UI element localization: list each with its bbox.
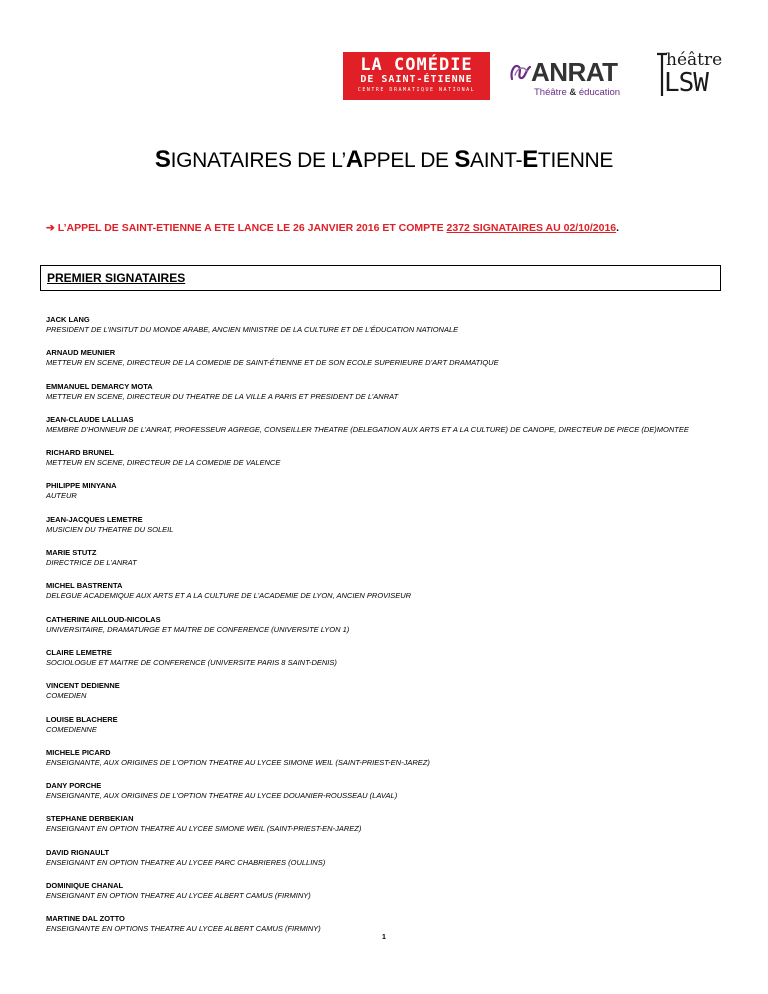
document-title [0,146,768,175]
signatory-role: ENSEIGNANTE EN OPTIONS THEATRE AU LYCEE ALBERT CAMUS (FIRMINY) [46,924,321,934]
signatory-entry [46,681,736,714]
signatory-role: METTEUR EN SCENE, DIRECTEUR DE LA COMEDIE DE VALENCE [46,458,281,468]
signatory-role: UNIVERSITAIRE, DRAMATURGE ET MAITRE DE CONFERENCE (UNIVERSITE LYON 1) [46,624,350,634]
section-header-box [40,265,721,291]
signatory-count-link[interactable]: 2372 SIGNATAIRES AU 02/10/2016 [446,222,617,234]
signatory-role: DIRECTRICE DE L’ANRAT [46,558,137,568]
lsw-logo-line1: héâtre [666,50,723,70]
signatory-role: ENSEIGNANTE, AUX ORIGINES DE L’OPTION THEATRE AU LYCEE DOUANIER-ROUSSEAU (LAVAL) [46,791,398,801]
anrat-sub-education: éducation [578,87,621,98]
anrat-swirl-icon [509,61,533,83]
signatory-entry [46,315,736,348]
title-initial: A [345,146,363,173]
title-initial: S [454,146,471,173]
signatory-role: METTEUR EN SCENE, DIRECTEUR DE LA COMEDIE DE SAINT-ÉTIENNE ET DE SON ECOLE SUPERIEURE D’ART DRAMATIQUE [46,358,499,368]
anrat-logo [509,57,629,99]
intro-period: . [616,222,620,234]
title-part: AINT- [470,149,523,172]
signatory-role: ENSEIGNANTE, AUX ORIGINES DE L’OPTION THEATRE AU LYCEE SIMONE WEIL (SAINT-PRIEST-EN-JAREZ) [46,757,430,767]
signatory-name: PHILIPPE MINYANA [46,481,117,491]
signatory-entry [46,515,736,548]
intro-statement [46,222,619,234]
signatory-name: RICHARD BRUNEL [46,448,114,458]
comedie-logo-line3: CENTRE DRAMATIQUE NATIONAL [357,87,476,93]
signatory-name: CATHERINE AILLOUD-NICOLAS [46,614,161,624]
signatory-entry [46,848,736,881]
signatory-name: DOMINIQUE CHANAL [46,881,124,891]
intro-text: L’APPEL DE SAINT-ETIENNE A ETE LANCE LE 26 JANVIER 2016 ET COMPTE [57,222,447,234]
signatory-entry [46,615,736,648]
signatory-entry [46,648,736,681]
signatory-entry [46,814,736,847]
theatre-lsw-logo [656,50,722,102]
signatory-role: AUTEUR [46,491,77,501]
signatory-entry [46,481,736,514]
signatory-name: VINCENT DEDIENNE [46,681,120,691]
title-initial: S [154,146,171,173]
lsw-logo-line2: LSW [664,68,708,98]
signatory-entry [46,348,736,381]
signatory-role: METTEUR EN SCENE, DIRECTEUR DU THEATRE DE LA VILLE A PARIS ET PRESIDENT DE L’ANRAT [46,391,399,401]
signatory-name: DAVID RIGNAULT [46,847,110,857]
signatories-list [46,315,736,948]
signatory-entry [46,781,736,814]
comedie-logo-line2: DE SAINT-ÉTIENNE [360,74,473,85]
anrat-logo-name: ANRAT [531,57,618,87]
signatory-role: SOCIOLOGUE ET MAITRE DE CONFERENCE (UNIVERSITE PARIS 8 SAINT-DENIS) [46,657,337,667]
signatory-name: JACK LANG [46,315,90,324]
anrat-sub-theatre: Théâtre [534,87,567,98]
comedie-logo [343,52,490,100]
signatory-name: JEAN-CLAUDE LALLIAS [46,414,134,424]
signatory-role: MUSICIEN DU THEATRE DU SOLEIL [46,524,174,534]
signatory-entry [46,448,736,481]
signatory-name: MICHEL BASTRENTA [46,581,123,591]
signatory-name: ARNAUD MEUNIER [46,348,116,358]
signatory-entry [46,748,736,781]
signatory-name: EMMANUEL DEMARCY MOTA [46,381,153,391]
signatory-entry [46,382,736,415]
signatory-name: MARIE STUTZ [46,548,97,558]
signatory-entry [46,548,736,581]
signatory-entry [46,415,736,448]
signatory-name: DANY PORCHE [46,781,102,791]
signatory-role: ENSEIGNANT EN OPTION THEATRE AU LYCEE PARC CHABRIERES (OULLINS) [46,857,326,867]
signatory-name: CLAIRE LEMETRE [46,647,112,657]
signatory-name: JEAN-JACQUES LEMETRE [46,514,143,524]
signatory-role: COMEDIEN [46,691,87,701]
anrat-logo-subtitle [534,87,620,98]
signatory-name: LOUISE BLACHERE [46,714,118,724]
signatory-entry [46,881,736,914]
anrat-sub-amp: & [566,87,579,98]
section-title: PREMIER SIGNATAIRES [47,271,186,285]
signatory-role: MEMBRE D’HONNEUR DE L’ANRAT, PROFESSEUR AGREGE, CONSEILLER THEATRE (DELEGATION AUX ARTS ET A LA CULTURE) DE CANOPE, DIRECTEUR DE PIECE (DE)MONTEE [46,424,689,434]
arrow-right-icon: ➔ [46,222,55,234]
signatory-role: DELEGUE ACADEMIQUE AUX ARTS ET A LA CULTURE DE L’ACADEMIE DE LYON, ANCIEN PROVISEUR [46,591,412,601]
signatory-role: ENSEIGNANT EN OPTION THEATRE AU LYCEE ALBERT CAMUS (FIRMINY) [46,891,311,901]
page-number: 1 [382,934,386,941]
signatory-name: MICHELE PICARD [46,747,111,757]
signatory-entry [46,581,736,614]
signatory-entry [46,715,736,748]
signatory-role: PRESIDENT DE L’INSITUT DU MONDE ARABE, ANCIEN MINISTRE DE LA CULTURE ET DE L’ÉDUCATION NATIONALE [46,325,459,334]
title-part: TIENNE [537,149,614,172]
title-part: PPEL DE [362,149,455,172]
signatory-role: ENSEIGNANT EN OPTION THEATRE AU LYCEE SIMONE WEIL (SAINT-PRIEST-EN-JAREZ) [46,824,362,834]
title-initial: E [522,146,538,173]
signatory-entry [46,914,736,947]
comedie-logo-line1: LA COMÉDIE [360,55,473,75]
signatory-name: STEPHANE DERBEKIAN [46,814,134,824]
signatory-name: MARTINE DAL ZOTTO [46,914,125,924]
signatory-role: COMEDIENNE [46,724,97,734]
title-part: IGNATAIRES DE L’ [170,149,346,172]
